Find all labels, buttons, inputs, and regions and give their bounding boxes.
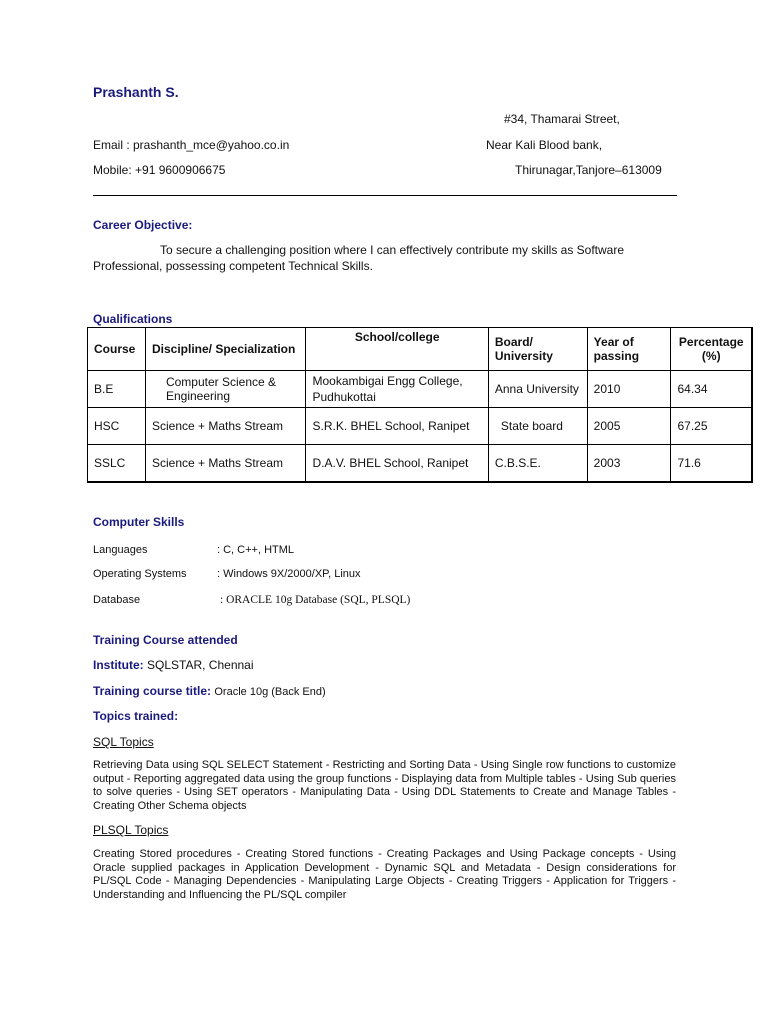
institute-value: SQLSTAR, Chennai [147, 658, 254, 672]
table-header-row [88, 328, 753, 371]
table-cell: Computer Science & Engineering [145, 371, 306, 408]
table-cell: HSC [88, 408, 146, 445]
table-cell: B.E [88, 371, 146, 408]
table-cell: 64.34 [671, 371, 752, 408]
plsql-topics-heading: PLSQL Topics [93, 823, 169, 837]
table-cell: S.R.K. BHEL School, Ranipet [306, 408, 488, 445]
header-divider [93, 195, 677, 196]
table-cell: 2005 [587, 408, 671, 445]
table-cell: SSLC [88, 445, 146, 483]
table-cell: Mookambigai Engg College, Pudhukottai [306, 371, 488, 408]
column-header: Course [88, 328, 146, 371]
training-title-value: Oracle 10g (Back End) [214, 686, 326, 698]
table-cell: Science + Maths Stream [145, 408, 306, 445]
table-cell: 71.6 [671, 445, 752, 483]
address-line-3: Thirunagar,Tanjore–613009 [515, 163, 662, 177]
training-title-line [93, 684, 326, 698]
column-header: Percentage (%) [671, 328, 752, 371]
skill-label-database: Database [93, 594, 141, 606]
table-row [88, 408, 753, 445]
address-line-2: Near Kali Blood bank, [486, 138, 603, 152]
skill-value-languages: : C, C++, HTML [217, 544, 295, 556]
table-cell: 2010 [587, 371, 671, 408]
career-objective-heading: Career Objective: [93, 218, 193, 232]
column-header: Board/ University [488, 328, 587, 371]
table-row [88, 371, 753, 408]
training-heading: Training Course attended [93, 633, 238, 647]
mobile-line: Mobile: +91 9600906675 [93, 163, 226, 177]
skill-label-os: Operating Systems [93, 568, 187, 580]
column-header: Year of passing [587, 328, 671, 371]
sql-topics-heading: SQL Topics [93, 735, 154, 749]
table-cell: State board [488, 408, 587, 445]
table-cell: Anna University [488, 371, 587, 408]
institute-line [93, 658, 254, 672]
email-line: Email : prashanth_mce@yahoo.co.in [93, 138, 290, 152]
table-cell: C.B.S.E. [488, 445, 587, 483]
table-cell: 2003 [587, 445, 671, 483]
skill-value-database: : ORACLE 10g Database (SQL, PLSQL) [220, 594, 411, 606]
column-header: Discipline/ Specialization [145, 328, 306, 371]
table-cell: Science + Maths Stream [145, 445, 306, 483]
topics-heading: Topics trained: [93, 709, 179, 723]
skill-label-languages: Languages [93, 544, 148, 556]
computer-skills-heading: Computer Skills [93, 515, 185, 529]
qualifications-table [87, 327, 753, 483]
candidate-name: Prashanth S. [93, 84, 179, 100]
plsql-topics-text: Creating Stored procedures - Creating Stored functions - Creating Packages and Using Package concepts - Using Oracle supplied packages in Application Development - Dynamic SQL and Metadata - Design considerations for PL/SQL Code - Managing Dependencies - Manipulating Large Objects - Creating Triggers - Application for Triggers - Understanding and Influencing the PL/SQL compiler [93, 848, 676, 901]
table-row [88, 445, 753, 483]
training-title-label: Training course title: [93, 684, 212, 698]
address-line-1: #34, Thamarai Street, [504, 112, 620, 126]
career-objective-text: To secure a challenging position where I can effectively contribute my skills as Software Professional, possessing competent Technical Skills. [93, 243, 625, 273]
sql-topics-text: Retrieving Data using SQL SELECT Statement - Restricting and Sorting Data - Using Single row functions to customize output - Reporting aggregated data using the group functions - Displaying data from Multiple tables - Using Sub queries to solve queries - Using SET operators - Manipulating Data - Using DDL Statements to Create and Manage Tables - Creating Other Schema objects [93, 759, 676, 812]
table-cell: D.A.V. BHEL School, Ranipet [306, 445, 488, 483]
column-header: School/college [306, 328, 488, 371]
table-cell: 67.25 [671, 408, 752, 445]
skill-value-os: : Windows 9X/2000/XP, Linux [217, 568, 361, 580]
institute-label: Institute: [93, 658, 144, 672]
qualifications-heading: Qualifications [93, 312, 173, 326]
